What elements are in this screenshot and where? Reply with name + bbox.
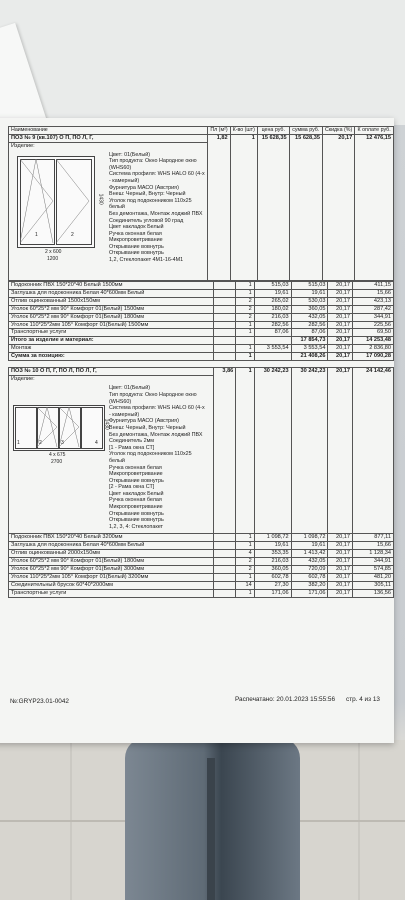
- doc-number: №:GRYP23.01-0042: [10, 698, 69, 705]
- material-area: [213, 297, 236, 305]
- material-qty: 2: [236, 566, 254, 574]
- table-header-row: [9, 127, 394, 135]
- material-name: Подоконник ПВХ 150*20*40 Белый 1500мм: [9, 281, 214, 289]
- material-price: 87,06: [254, 329, 291, 337]
- pos9-mount-qty: 1: [236, 345, 254, 353]
- material-area: [213, 313, 236, 321]
- col-sum-header: сумма руб.: [289, 127, 322, 135]
- material-name: Уголок 60*25*2 мм 90° Комфорт 01(Белый) 1800мм: [9, 558, 214, 566]
- material-sum: 19,61: [291, 289, 328, 297]
- material-sum: 515,03: [291, 281, 328, 289]
- material-sum: 720,09: [291, 566, 328, 574]
- material-name: Уголок 110*25*2мм 105° Комфорт 01(Белый) 3200мм: [9, 574, 214, 582]
- pos10-discount: 20,17: [328, 368, 353, 534]
- table-row: [9, 574, 394, 582]
- material-area: [213, 574, 236, 582]
- material-sum: 432,05: [291, 558, 328, 566]
- material-sum: 360,05: [291, 305, 328, 313]
- pos10-sash4-num: 4: [95, 440, 98, 447]
- material-price: 216,03: [254, 313, 291, 321]
- material-pay: 69,50: [353, 329, 394, 337]
- pos9-price: 15 628,35: [257, 134, 289, 280]
- table-row: [9, 534, 394, 542]
- material-name: Подоконник ПВХ 150*20*40 Белый 3200мм: [9, 534, 214, 542]
- material-area: [213, 534, 236, 542]
- material-name: Заглушка для подоконника Белая 40*600мм Белый: [9, 542, 214, 550]
- material-discount: 20,17: [328, 321, 353, 329]
- pos10-sum: 30 242,23: [291, 368, 328, 534]
- pos9-total-pay: 14 253,48: [353, 337, 394, 345]
- material-name: Уголок 110*25*2мм 105° Комфорт 01(Белый) 1500мм: [9, 321, 214, 329]
- table-row: [9, 305, 394, 313]
- pos9-title: ПОЗ № 9 (кв.107) О П, ПО Л, Г,: [9, 134, 208, 142]
- pos9-height-dim: 1430: [97, 193, 104, 205]
- material-name: Уголок 60*25*2 мм 90° Комфорт 01(Белый) 1800мм: [9, 313, 214, 321]
- material-name: Отлив оцинкованный 1500х150мм: [9, 297, 214, 305]
- material-price: 19,61: [254, 542, 291, 550]
- paper-background-top: [0, 0, 405, 125]
- table-row: [9, 281, 394, 289]
- material-price: 27,30: [254, 582, 291, 590]
- material-qty: 1: [236, 329, 254, 337]
- pos10-sash2-num: 2: [39, 440, 42, 447]
- material-qty: 2: [236, 297, 254, 305]
- material-discount: 20,17: [328, 574, 353, 582]
- material-price: 19,61: [254, 289, 291, 297]
- pos9-item-label: Изделие:: [11, 142, 35, 149]
- material-pay: 305,11: [353, 582, 394, 590]
- material-pay: 877,11: [353, 534, 394, 542]
- col-qty-header: К-во (шт): [230, 127, 257, 135]
- pos9-mount-label: Монтаж: [9, 345, 214, 353]
- material-qty: 1: [236, 534, 254, 542]
- material-pay: 15,66: [353, 289, 394, 297]
- material-discount: 20,17: [328, 313, 353, 321]
- table-row: [9, 590, 394, 598]
- material-discount: 20,17: [328, 582, 353, 590]
- material-discount: 20,17: [328, 590, 353, 598]
- pos10-title-row: [9, 368, 394, 376]
- col-discount-header: Скидка (%): [322, 127, 354, 135]
- material-qty: 1: [236, 542, 254, 550]
- material-pay: 574,85: [353, 566, 394, 574]
- pos9-pos-total-disc: 20,17: [328, 353, 353, 361]
- pos10-height-dim: 1430: [103, 418, 110, 431]
- material-name: Соединительный брусок 60*40*2000мм: [9, 582, 214, 590]
- pos9-pos-total-pay: 17 090,28: [353, 353, 394, 361]
- pos9-opening-marks: [20, 159, 90, 243]
- pos9-pos-total-sum: 21 408,26: [291, 353, 328, 361]
- pos9-discount: 20,17: [322, 134, 354, 280]
- material-discount: 20,17: [328, 550, 353, 558]
- pos9-width-dim1: 2 x 600: [45, 248, 62, 255]
- page-number: стр. 4 из 13: [346, 696, 380, 703]
- material-sum: 602,78: [291, 574, 328, 582]
- material-price: 515,03: [254, 281, 291, 289]
- material-pay: 344,91: [353, 313, 394, 321]
- material-sum: 432,05: [291, 313, 328, 321]
- material-discount: 20,17: [328, 542, 353, 550]
- table-row: [9, 329, 394, 337]
- material-sum: 1 413,42: [291, 550, 328, 558]
- material-pay: 15,66: [353, 542, 394, 550]
- material-area: [213, 329, 236, 337]
- material-discount: 20,17: [328, 281, 353, 289]
- table-row: [9, 542, 394, 550]
- material-name: Уголок 60*25*2 мм 90° Комфорт 01(Белый) 3000мм: [9, 566, 214, 574]
- material-name: Заглушка для подоконника Белая 40*600мм Белый: [9, 289, 214, 297]
- pos9-pos-total-label: Сумма за позицию:: [9, 353, 214, 361]
- pos10-sash3-num: 3: [61, 440, 64, 447]
- col-price-header: цена руб.: [257, 127, 289, 135]
- material-sum: 382,20: [291, 582, 328, 590]
- material-area: [213, 566, 236, 574]
- material-qty: 14: [236, 582, 254, 590]
- pos9-mount-row: [9, 345, 394, 353]
- material-price: 602,78: [254, 574, 291, 582]
- material-sum: 87,06: [291, 329, 328, 337]
- pos10-window-drawing: [9, 383, 109, 533]
- pos9-description-text: Цвет: 01(Белый) Тип продукта: Окно Народное окно (WHS60) Система профиля: WHS HALO 60 (4-х - камерный) Фурнитура МАСО (Австрия) Внеш: Черный, Внутр: Черный Уголок под подоконником 110х25 белый Без демонтажа, Монтаж лоджий ПВХ Соединитель угловой 90 град Цвет накладок Белый Ручка оконная белая Микропроветривание Открывание вовнутрь Открывание вовнутрь 1,2, Стеклопакет 4М1-16-4М1: [109, 151, 205, 264]
- pos9-area: 1,82: [208, 134, 230, 280]
- pos10-width-dim2: 2700: [51, 459, 63, 466]
- material-discount: 20,17: [328, 305, 353, 313]
- pos9-position-total-row: [9, 353, 394, 361]
- material-discount: 20,17: [328, 297, 353, 305]
- pos10-title: ПОЗ № 10 О П, Г, ПО Л, ПО Л, Г,: [9, 368, 214, 376]
- pos10-item-label: Изделие:: [11, 376, 35, 383]
- pos9-total-label: Итого за изделие и материал:: [9, 337, 214, 345]
- pos10-width-dim1: 4 x 675: [49, 452, 66, 459]
- pos9-qty: 1: [230, 134, 257, 280]
- table-row: [9, 558, 394, 566]
- pos9-mount-price: 3 553,54: [254, 345, 291, 353]
- table-row: [9, 289, 394, 297]
- estimate-table: [8, 126, 394, 598]
- material-pay: 411,15: [353, 281, 394, 289]
- material-sum: 1 098,72: [291, 534, 328, 542]
- material-qty: 1: [236, 590, 254, 598]
- pos9-sash2-num: 2: [71, 231, 74, 238]
- pos10-price: 30 242,23: [254, 368, 291, 534]
- pos10-area: 3,86: [213, 368, 236, 534]
- pos10-pay: 24 142,46: [353, 368, 394, 534]
- material-area: [213, 305, 236, 313]
- material-qty: 2: [236, 558, 254, 566]
- table-row: [9, 566, 394, 574]
- material-pay: 225,56: [353, 321, 394, 329]
- material-area: [213, 289, 236, 297]
- table-row: [9, 297, 394, 305]
- pos9-width-dim2: 1200: [47, 255, 59, 262]
- material-area: [213, 550, 236, 558]
- material-price: 171,06: [254, 590, 291, 598]
- pos10-table: [8, 367, 394, 598]
- table-row: [9, 550, 394, 558]
- col-name-header: Наименование: [9, 127, 208, 135]
- material-qty: 1: [236, 574, 254, 582]
- pos9-mount-sum: 3 553,54: [291, 345, 328, 353]
- material-pay: 481,20: [353, 574, 394, 582]
- material-pay: 423,13: [353, 297, 394, 305]
- material-price: 216,03: [254, 558, 291, 566]
- table-row: [9, 582, 394, 590]
- pos9-description: [109, 150, 207, 280]
- material-name: Транспортные услуги: [9, 329, 214, 337]
- material-price: 360,05: [254, 566, 291, 574]
- pos9-total-disc: 20,17: [328, 337, 353, 345]
- material-sum: 19,61: [291, 542, 328, 550]
- material-name: Отлив оцинкованный 2000х150мм: [9, 550, 214, 558]
- material-price: 353,35: [254, 550, 291, 558]
- material-qty: 1: [236, 289, 254, 297]
- material-price: 282,56: [254, 321, 291, 329]
- material-pay: 287,42: [353, 305, 394, 313]
- material-discount: 20,17: [328, 566, 353, 574]
- pos9-total-row: [9, 337, 394, 345]
- pos10-description: [109, 383, 207, 533]
- material-area: [213, 582, 236, 590]
- material-qty: 1: [236, 281, 254, 289]
- pos9-sash1-num: 1: [35, 231, 38, 238]
- pos10-description-text: Цвет: 01(Белый) Тип продукта: Окно Народное окно (WHS60) Система профиля: WHS HALO 60 (4-х - камерный) Фурнитура МАСО (Австрия) Внеш: Черный, Внутр: Черный Без демонтажа, Монтаж лоджий ПВХ Соединитель 2мм [1 - Рама окна СТ] Уголок под подоконником 110х25 белый Ручка оконная белая Микропроветривание Открывание вовнутрь [2 - Рама окна СТ] Цвет накладок Белый Ручка оконная белая Микропроветривание Открывание вовнутрь Открывание вовнутрь 1,2, 3, 4: Стеклопакет: [109, 385, 205, 530]
- pos10-opening-marks: [37, 407, 81, 447]
- pos9-mount-disc: 20,17: [328, 345, 353, 353]
- col-pay-header: К оплате руб.: [355, 127, 394, 135]
- material-discount: 20,17: [328, 289, 353, 297]
- material-pay: 136,56: [353, 590, 394, 598]
- material-area: [213, 281, 236, 289]
- material-sum: 282,56: [291, 321, 328, 329]
- material-area: [213, 321, 236, 329]
- material-qty: 1: [236, 321, 254, 329]
- material-area: [213, 558, 236, 566]
- material-area: [213, 542, 236, 550]
- table-row: [9, 313, 394, 321]
- pos9-window-drawing: [9, 150, 109, 280]
- pos9-sum: 15 628,35: [289, 134, 322, 280]
- material-price: 1 098,72: [254, 534, 291, 542]
- material-discount: 20,17: [328, 558, 353, 566]
- col-area-header: Пл (м²): [208, 127, 230, 135]
- pos9-title-row: [9, 134, 394, 142]
- material-sum: 171,06: [291, 590, 328, 598]
- material-price: 180,02: [254, 305, 291, 313]
- person-legs-photo: [125, 738, 300, 900]
- material-pay: 344,91: [353, 558, 394, 566]
- material-name: Уголок 60*25*2 мм 90° Комфорт 01(Белый) 1500мм: [9, 305, 214, 313]
- material-sum: 530,03: [291, 297, 328, 305]
- pos9-pay: 12 476,15: [355, 134, 394, 280]
- print-timestamp: Распечатано: 20.01.2023 15:55:56: [235, 696, 336, 703]
- material-area: [213, 590, 236, 598]
- material-qty: 2: [236, 313, 254, 321]
- material-discount: 20,17: [328, 534, 353, 542]
- material-discount: 20,17: [328, 329, 353, 337]
- pos9-materials: [8, 281, 394, 362]
- pos10-qty: 1: [236, 368, 254, 534]
- material-price: 265,02: [254, 297, 291, 305]
- material-name: Транспортные услуги: [9, 590, 214, 598]
- material-qty: 4: [236, 550, 254, 558]
- table-row: [9, 321, 394, 329]
- material-qty: 2: [236, 305, 254, 313]
- pos9-total-sum: 17 854,73: [291, 337, 328, 345]
- pos9-mount-pay: 2 836,80: [353, 345, 394, 353]
- pos9-pos-total-qty: 1: [236, 353, 254, 361]
- material-pay: 1 128,34: [353, 550, 394, 558]
- pos10-sash1-num: 1: [17, 440, 20, 447]
- pos10-sash-4: [81, 407, 103, 449]
